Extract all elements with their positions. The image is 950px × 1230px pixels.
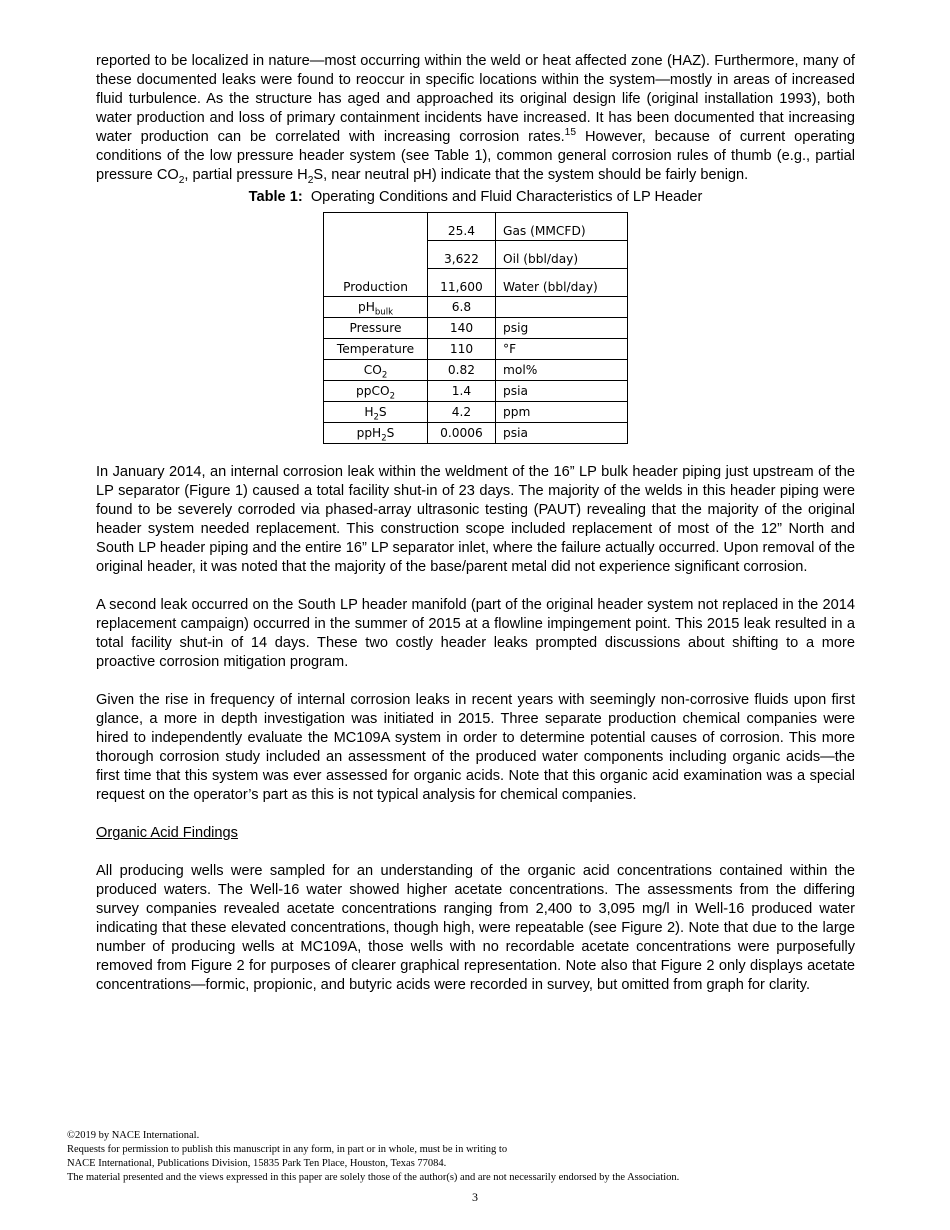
- subscript: bulk: [374, 307, 394, 318]
- gas-value: 25.4: [428, 213, 496, 241]
- subscript: 2: [381, 433, 387, 444]
- pph2s-label-b: S: [386, 426, 395, 440]
- section-heading: Organic Acid Findings: [96, 825, 238, 841]
- document-page: [96, 52, 855, 995]
- temperature-unit: °F: [496, 339, 628, 360]
- ph-label: [324, 297, 428, 318]
- ph-label-text: pH: [357, 300, 375, 314]
- table-row: [324, 213, 628, 241]
- h2s-label-a: H: [364, 405, 374, 419]
- production-label: Production: [324, 213, 428, 297]
- footer-disclaimer: The material presented and the views expressed in this paper are solely those of the author(s) and are not necessarily endorsed by the Association.: [67, 1172, 680, 1183]
- h2s-value: 4.2: [428, 402, 496, 423]
- gas-unit: Gas (MMCFD): [496, 213, 628, 241]
- table-row: [324, 297, 628, 318]
- footer-copyright: ©2019 by NACE International.: [67, 1130, 200, 1141]
- oil-unit: Oil (bbl/day): [496, 241, 628, 269]
- intro-text-b: However, because of current operating conditions of the low pressure header system (see Table 1), common general corrosion rules of thumb (e.g., partial pressure CO: [96, 129, 855, 183]
- table-row: [324, 339, 628, 360]
- co2-label: [324, 360, 428, 381]
- table-caption-label: Table 1:: [248, 189, 303, 205]
- page-number: 3: [472, 1190, 478, 1204]
- footer-permission: Requests for permission to publish this manuscript in any form, in part or in whole, must be in writing to: [67, 1144, 508, 1155]
- operating-conditions-table: [323, 212, 628, 444]
- pressure-value: 140: [428, 318, 496, 339]
- table-caption-text: Operating Conditions and Fluid Characteristics of LP Header: [310, 189, 703, 205]
- table-row: [324, 360, 628, 381]
- reference-15: 15: [564, 127, 577, 139]
- ppco2-label-text: ppCO: [355, 384, 390, 398]
- table-row: [324, 423, 628, 444]
- water-value: 11,600: [428, 269, 496, 297]
- paragraph-leak-2015: A second leak occurred on the South LP header manifold (part of the original header system not replaced in the 2014 replacement campaign) occurred in the summer of 2015 at a flowline impingement point. This 2015 leak resulted in a total facility shut-in of 14 days. These two costly header leaks prompted discussions about shifting to a more proactive corrosion mitigation program.: [96, 597, 855, 670]
- subscript: 2: [178, 174, 185, 186]
- table-row: [324, 381, 628, 402]
- temperature-label: Temperature: [324, 339, 428, 360]
- co2-value: 0.82: [428, 360, 496, 381]
- co2-unit: mol%: [496, 360, 628, 381]
- temperature-value: 110: [428, 339, 496, 360]
- h2s-label: [324, 402, 428, 423]
- oil-value: 3,622: [428, 241, 496, 269]
- intro-text-c: , partial pressure H: [184, 167, 308, 183]
- ppco2-label: [324, 381, 428, 402]
- ph-unit: [496, 297, 628, 318]
- h2s-unit: ppm: [496, 402, 628, 423]
- pph2s-label: [324, 423, 428, 444]
- pressure-label: Pressure: [324, 318, 428, 339]
- subscript: 2: [381, 370, 388, 381]
- pressure-unit: psig: [496, 318, 628, 339]
- intro-paragraph: [96, 52, 855, 185]
- subscript: 2: [307, 174, 314, 186]
- table-row: [324, 402, 628, 423]
- table-row: [324, 318, 628, 339]
- paragraph-leak-2014: In January 2014, an internal corrosion leak within the weldment of the 16” LP bulk header piping just upstream of the LP separator (Figure 1) caused a total facility shut-in of 23 days. The majority of the welds in this header piping were found to be severely corroded via phased-array ultrasonic testing (PAUT) revealing that the majority of the original header system needed replacement. This construction scope included replacement of most of the 12” North and South LP header piping and the entire 16” LP separator inlet, where the failure actually occurred. Upon removal of the original header, it was noted that the majority of the base/parent metal did not experience significant corrosion.: [96, 464, 855, 575]
- subscript: 2: [373, 412, 379, 423]
- footer: [67, 1129, 887, 1185]
- subscript: 2: [389, 391, 395, 402]
- pph2s-value: 0.0006: [428, 423, 496, 444]
- pph2s-label-a: ppH: [356, 426, 382, 440]
- paragraph-investigation: Given the rise in frequency of internal corrosion leaks in recent years with seemingly non-corrosive fluids upon first glance, a more in depth investigation was initiated in 2015. Three separate production chemical companies were hired to independently evaluate the MC109A system in order to determine potential causes of corrosion. This more thorough corrosion study included an assessment of the produced water components including organic acids—the first time that this system was ever assessed for organic acids. Note that this organic acid examination was a special request on the operator’s part as this is not typical analysis for chemical companies.: [96, 692, 855, 803]
- intro-text-a: reported to be localized in nature—most occurring within the weld or heat affected zone (HAZ). Furthermore, many of these documented leaks were found to reoccur in specific locations within the system—mostly in areas of increased fluid turbulence. As the structure has aged and approached its original design life (original installation 1993), both water production and loss of primary containment incidents have increased. It has been documented that increasing water production can be correlated with increasing corrosion rates.: [96, 53, 855, 145]
- intro-text-d: S, near neutral pH) indicate that the system should be fairly benign.: [313, 167, 749, 183]
- footer-address: NACE International, Publications Division, 15835 Park Ten Place, Houston, Texas 77084.: [67, 1158, 447, 1169]
- table-caption: [96, 188, 855, 207]
- co2-label-text: CO: [363, 363, 382, 377]
- ppco2-value: 1.4: [428, 381, 496, 402]
- h2s-label-b: S: [378, 405, 387, 419]
- water-unit: Water (bbl/day): [496, 269, 628, 297]
- ppco2-unit: psia: [496, 381, 628, 402]
- paragraph-organic-acid: All producing wells were sampled for an understanding of the organic acid concentrations contained within the produced waters. The Well-16 water showed higher acetate concentrations. The assessments from the differing survey companies revealed acetate concentrations ranging from 2,400 to 3,095 mg/l in Well-16 produced water indicating that these elevated concentrations, though high, were repeatable (see Figure 2). Note that due to the large number of producing wells at MC109A, those wells with no recordable acetate concentrations were purposefully removed from Figure 2 for purposes of clearer graphical representation. Note also that Figure 2 only displays acetate concentrations—formic, propionic, and butyric acids were recorded in survey, but omitted from graph for clarity.: [96, 863, 855, 993]
- pph2s-unit: psia: [496, 423, 628, 444]
- ph-value: 6.8: [428, 297, 496, 318]
